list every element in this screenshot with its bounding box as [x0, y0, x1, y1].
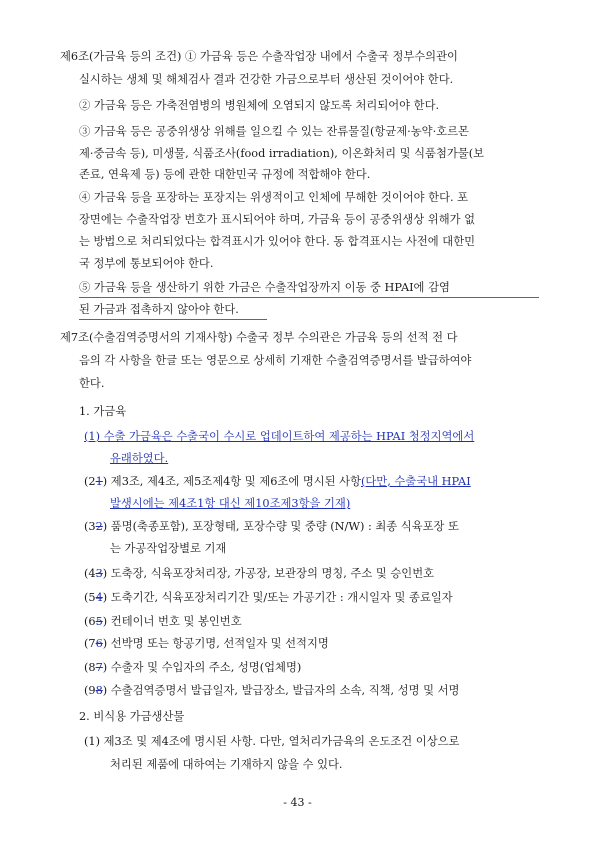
poultry-item-4: (43) 도축장, 식육포장처리장, 가공장, 보관장의 명칭, 주소 및 승인번호	[84, 567, 435, 580]
highlight-underline-1	[79, 297, 539, 298]
highlight-underline-2	[79, 319, 267, 320]
art6-item-3-cont-1: 제·중금속 등), 미생물, 식품조사(food irradiation), 이온화처리 및 식품첨가물(보	[79, 147, 485, 160]
art6-item-5-cont: 된 가금과 접촉하지 않아야 한다.	[79, 303, 239, 316]
poultry-item-5: (54) 도축기간, 식육포장처리기간 및/또는 가공기간 : 개시일자 및 종료일자	[84, 591, 453, 604]
poultry-item-7: (76) 선박명 또는 항공기명, 선적일자 및 선적지명	[84, 637, 329, 650]
art6-item-5: ⑤ 가금육 등을 생산하기 위한 가금은 수출작업장까지 이동 중 HPAI에 감염	[79, 281, 450, 294]
art6-item-4-cont-1: 장면에는 수출작업장 번호가 표시되어야 하며, 가금육 등이 공중위생상 위해가 없	[79, 213, 476, 226]
poultry-item-1-cont: 유래하였다.	[110, 452, 169, 465]
poultry-item-3-cont: 는 가공작업장별로 기재	[110, 542, 227, 555]
art6-item-2: ② 가금육 등은 가축전염병의 병원체에 오염되지 않도록 처리되어야 한다.	[79, 99, 440, 112]
art6-item-4: ④ 가금육 등을 포장하는 포장지는 위생적이고 인체에 무해한 것이어야 한다. 포	[79, 191, 469, 204]
art7-line-3: 한다.	[79, 377, 105, 390]
byproduct-item-1-cont: 처리된 제품에 대하여는 기재하지 않을 수 있다.	[110, 758, 343, 771]
poultry-item-1: (1) 수출 가금육은 수출국이 수시로 업데이트하여 제공하는 HPAI 청정지역에서	[84, 430, 475, 443]
art6-item-4-cont-2: 는 방법으로 처리되었다는 합격표시가 있어야 한다. 동 합격표시는 사전에 대한민	[79, 235, 476, 248]
art6-item-3: ③ 가금육 등은 공중위생상 위해를 일으킬 수 있는 잔류물질(항균제·농약·호르몬	[79, 125, 469, 138]
art7-line-1: 제7조(수출검역증명서의 기재사항) 수출국 정부 수의관은 가금육 등의 선적 전 다	[60, 331, 458, 344]
poultry-item-6: (65) 컨테이너 번호 및 봉인번호	[84, 615, 242, 628]
byproduct-item-1: (1) 제3조 및 제4조에 명시된 사항. 다만, 열처리가금육의 온도조건 이상으로	[84, 735, 460, 748]
poultry-item-8: (87) 수출자 및 수입자의 주소, 성명(업체명)	[84, 661, 302, 674]
poultry-item-3: (32) 품명(축종포함), 포장형태, 포장수량 및 중량 (N/W) : 최종 식육포장 또	[84, 520, 459, 533]
art6-item-3-cont-2: 존료, 연육제 등) 등에 관한 대한민국 규정에 적합해야 한다.	[79, 168, 371, 181]
page-number: - 43 -	[283, 796, 312, 809]
section-1-title: 1. 가금육	[79, 405, 127, 418]
art6-item-4-cont-3: 국 정부에 통보되어야 한다.	[79, 257, 214, 270]
art7-line-2: 음의 각 사항을 한글 또는 영문으로 상세히 기재한 수출검역증명서를 발급하여야	[79, 354, 472, 367]
poultry-item-9: (98) 수출검역증명서 발급일자, 발급장소, 발급자의 소속, 직책, 성명 및 서명	[84, 684, 460, 697]
art6-line-1: 제6조(가금육 등의 조건) ① 가금육 등은 수출작업장 내에서 수출국 정부수의관이	[60, 50, 458, 63]
poultry-item-2: (21) 제3조, 제4조, 제5조제4항 및 제6조에 명시된 사항(다만, 수출국내 HPAI	[84, 475, 471, 488]
art6-line-2: 실시하는 생체 및 해체검사 결과 건강한 가금으로부터 생산된 것이어야 한다.	[79, 73, 454, 86]
section-2-title: 2. 비식용 가금생산물	[79, 710, 185, 723]
poultry-item-2-cont: 발생시에는 제4조1항 대신 제10조제3항을 기재)	[110, 497, 351, 510]
